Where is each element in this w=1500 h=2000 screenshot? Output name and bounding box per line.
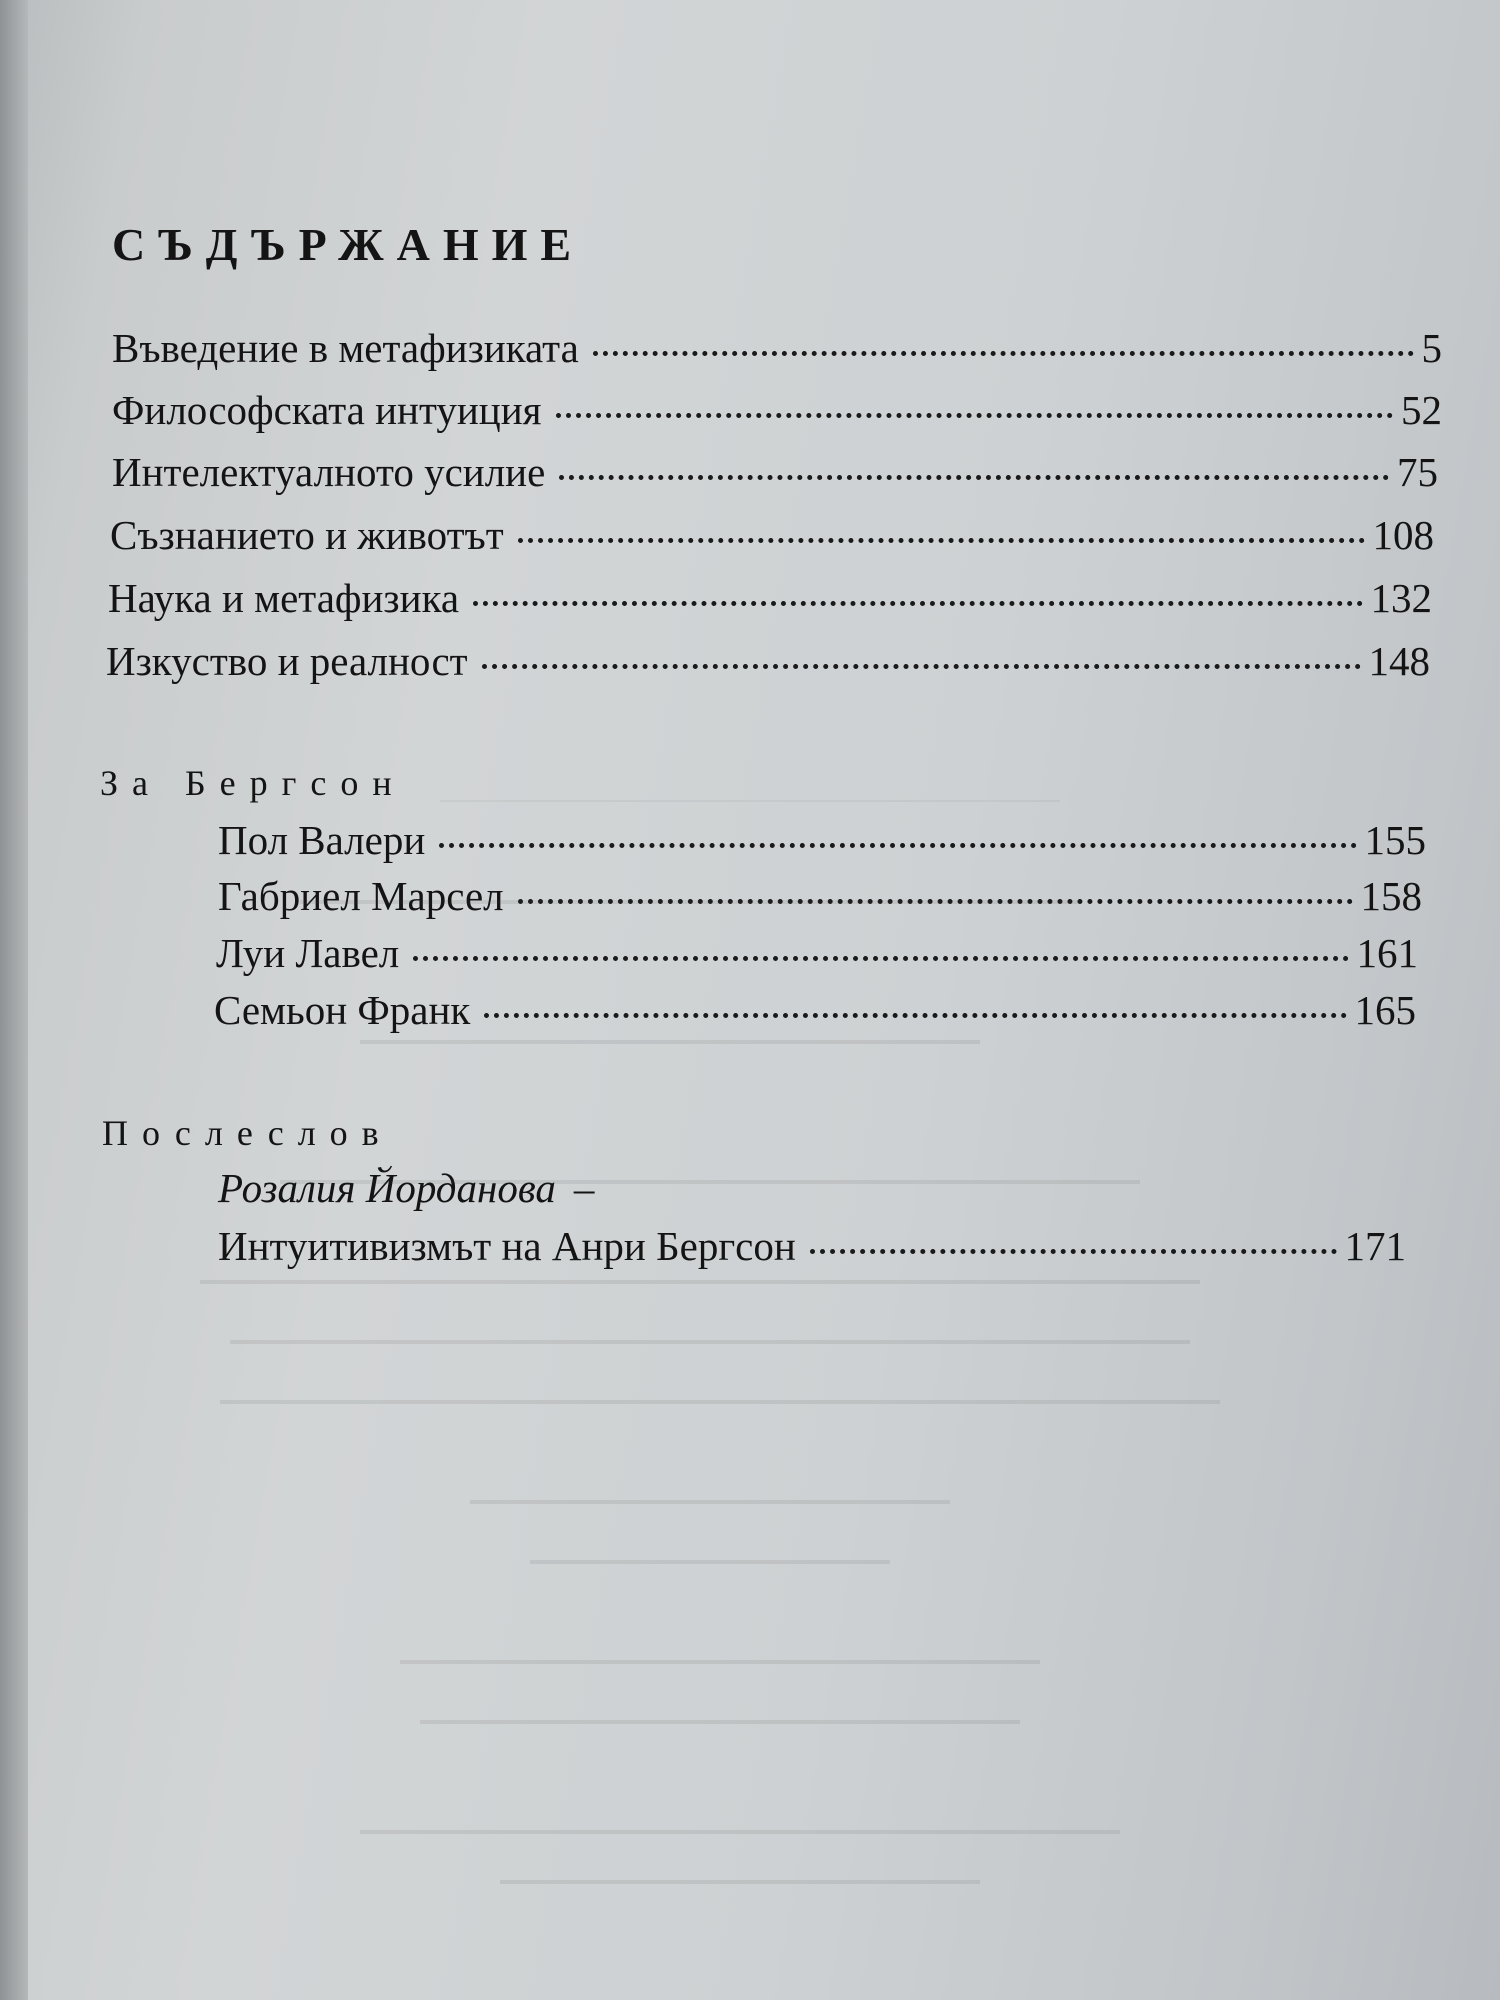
toc-subentry [214, 987, 1416, 1033]
toc-subentry [218, 817, 1426, 863]
toc-entry-page: 5 [1421, 325, 1442, 371]
toc-entry-label: Философската интуиция [112, 387, 542, 433]
toc-entry-label: Изкуство и реалност [106, 638, 468, 684]
dot-leader [593, 351, 1414, 356]
toc-entry-label: Интелектуалното усилие [112, 449, 546, 495]
toc-entry-label: Наука и метафизика [108, 575, 460, 621]
toc-entry [110, 512, 1434, 558]
dot-leader [473, 601, 1362, 606]
dot-leader [482, 664, 1361, 669]
toc-subentry [218, 1223, 1406, 1269]
dot-leader [413, 956, 1348, 961]
toc-entry-page: 75 [1397, 449, 1438, 495]
page-edge-shadow [0, 0, 28, 2000]
dot-leader [556, 413, 1393, 418]
toc-entry-page: 155 [1364, 817, 1426, 863]
toc-subentry [218, 873, 1422, 919]
dot-leader [439, 843, 1356, 848]
toc-entry-page: 132 [1370, 575, 1432, 621]
dot-leader [559, 475, 1389, 480]
dot-leader [484, 1013, 1346, 1018]
toc-entry [112, 449, 1438, 495]
toc-entry-label: Интуитивизмът на Анри Бергсон [218, 1223, 796, 1269]
toc-entry-page: 52 [1401, 387, 1442, 433]
toc-entry-label: Въведение в метафизиката [112, 325, 579, 371]
toc-title: СЪДЪРЖАНИЕ [112, 219, 585, 270]
toc-entry [112, 325, 1442, 371]
dot-leader [810, 1249, 1337, 1254]
toc-entry-label: Пол Валери [218, 817, 426, 863]
afterword-dash: – [573, 1165, 595, 1211]
toc-entry-label: Габриел Марсел [218, 873, 504, 919]
dot-leader [518, 899, 1353, 904]
afterword-author-name: Розалия Йорданова [218, 1165, 556, 1211]
toc-entry-label: Луи Лавел [216, 930, 400, 976]
section-heading-afterword: Послеслов [102, 1113, 393, 1153]
toc-subentry [216, 930, 1418, 976]
toc-entry [106, 638, 1430, 684]
toc-entry-page: 165 [1354, 987, 1416, 1033]
toc-entry-page: 161 [1356, 930, 1418, 976]
afterword-author [218, 1165, 595, 1211]
dot-leader [518, 538, 1365, 543]
toc-entry-page: 158 [1360, 873, 1422, 919]
toc-entry-page: 171 [1344, 1223, 1406, 1269]
toc-entry-page: 108 [1372, 512, 1434, 558]
section-heading-about: За Бергсон [100, 763, 406, 803]
toc-entry [112, 387, 1442, 433]
toc-entry [108, 575, 1432, 621]
toc-entry-label: Семьон Франк [214, 987, 471, 1033]
toc-entry-label: Съзнанието и животът [110, 512, 504, 558]
toc-entry-page: 148 [1368, 638, 1430, 684]
